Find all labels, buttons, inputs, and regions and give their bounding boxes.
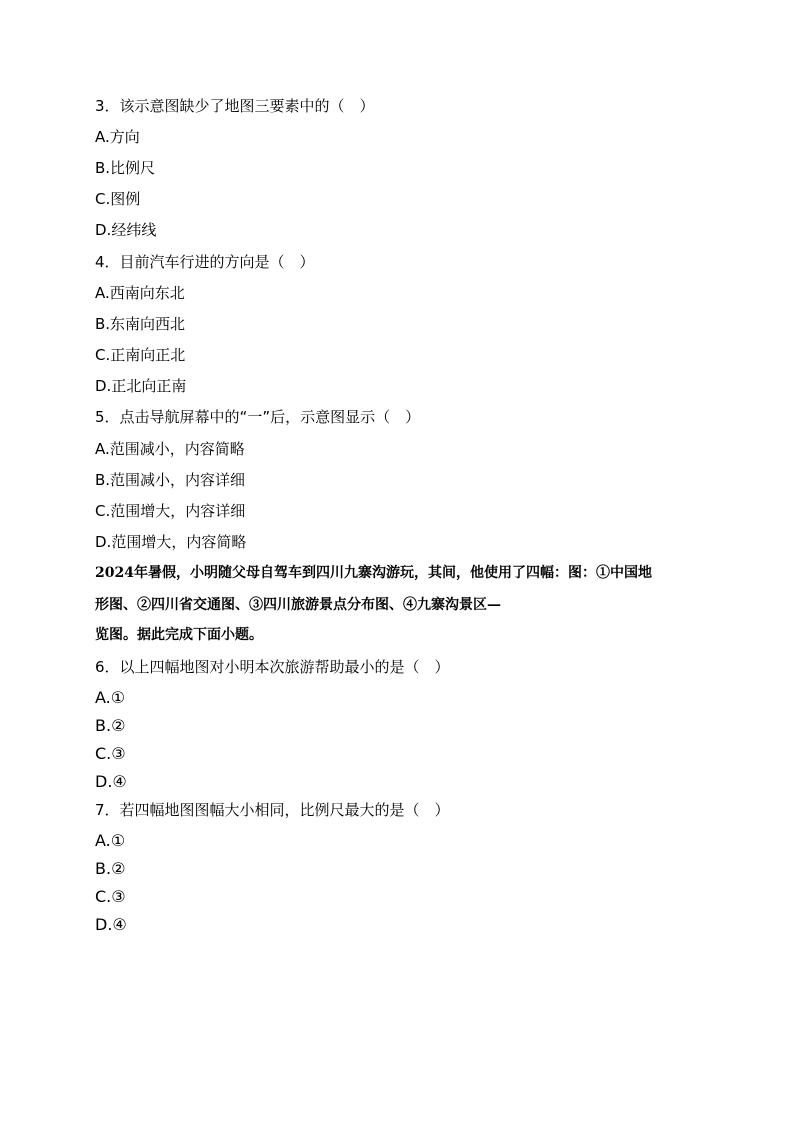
question-5-option-c: C.范围增大，内容详细 bbox=[95, 502, 246, 520]
question-4-stem: 4．目前汽车行进的方向是（ ） bbox=[95, 253, 315, 271]
question-7-option-d: D.④ bbox=[95, 915, 127, 934]
question-4-option-d: D.正北向正南 bbox=[95, 377, 187, 395]
question-3-stem: 3．该示意图缺少了地图三要素中的（ ） bbox=[95, 97, 375, 115]
question-7-option-a: A.① bbox=[95, 831, 126, 850]
question-3-option-c: C.图例 bbox=[95, 190, 141, 208]
question-4-option-b: B.东南向西北 bbox=[95, 315, 186, 333]
question-5-option-a: A.范围减小，内容简略 bbox=[95, 440, 245, 458]
question-6-option-c: C.③ bbox=[95, 744, 126, 763]
question-4-option-a: A.西南向东北 bbox=[95, 284, 185, 302]
question-4-option-c: C.正南向正北 bbox=[95, 346, 186, 364]
question-3-option-d: D.经纬线 bbox=[95, 221, 157, 239]
question-6-option-d: D.④ bbox=[95, 772, 127, 791]
question-7-option-c: C.③ bbox=[95, 887, 126, 906]
passage-line-3: 览图。据此完成下面小题。 bbox=[95, 627, 263, 643]
question-3-option-b: B.比例尺 bbox=[95, 159, 156, 177]
question-5-option-d: D.范围增大，内容简略 bbox=[95, 533, 247, 551]
question-6-stem: 6．以上四幅地图对小明本次旅游帮助最小的是（ ） bbox=[95, 658, 450, 676]
passage-line-2: 形图、②四川省交通图、③四川旅游景点分布图、④九寨沟景区— bbox=[95, 597, 501, 613]
question-6-option-a: A.① bbox=[95, 688, 126, 707]
passage-line-1: 2024年暑假，小明随父母自驾车到四川九寨沟游玩，其间，他使用了四幅：图：①中国地 bbox=[95, 565, 652, 581]
question-3-option-a: A.方向 bbox=[95, 128, 140, 146]
question-5-option-b: B.范围减小，内容详细 bbox=[95, 471, 246, 489]
question-7-option-b: B.② bbox=[95, 859, 126, 878]
question-7-stem: 7．若四幅地图图幅大小相同，比例尺最大的是（ ） bbox=[95, 801, 450, 819]
question-5-stem: 5．点击导航屏幕中的“一”后，示意图显示（ ） bbox=[95, 408, 421, 426]
question-6-option-b: B.② bbox=[95, 716, 126, 735]
